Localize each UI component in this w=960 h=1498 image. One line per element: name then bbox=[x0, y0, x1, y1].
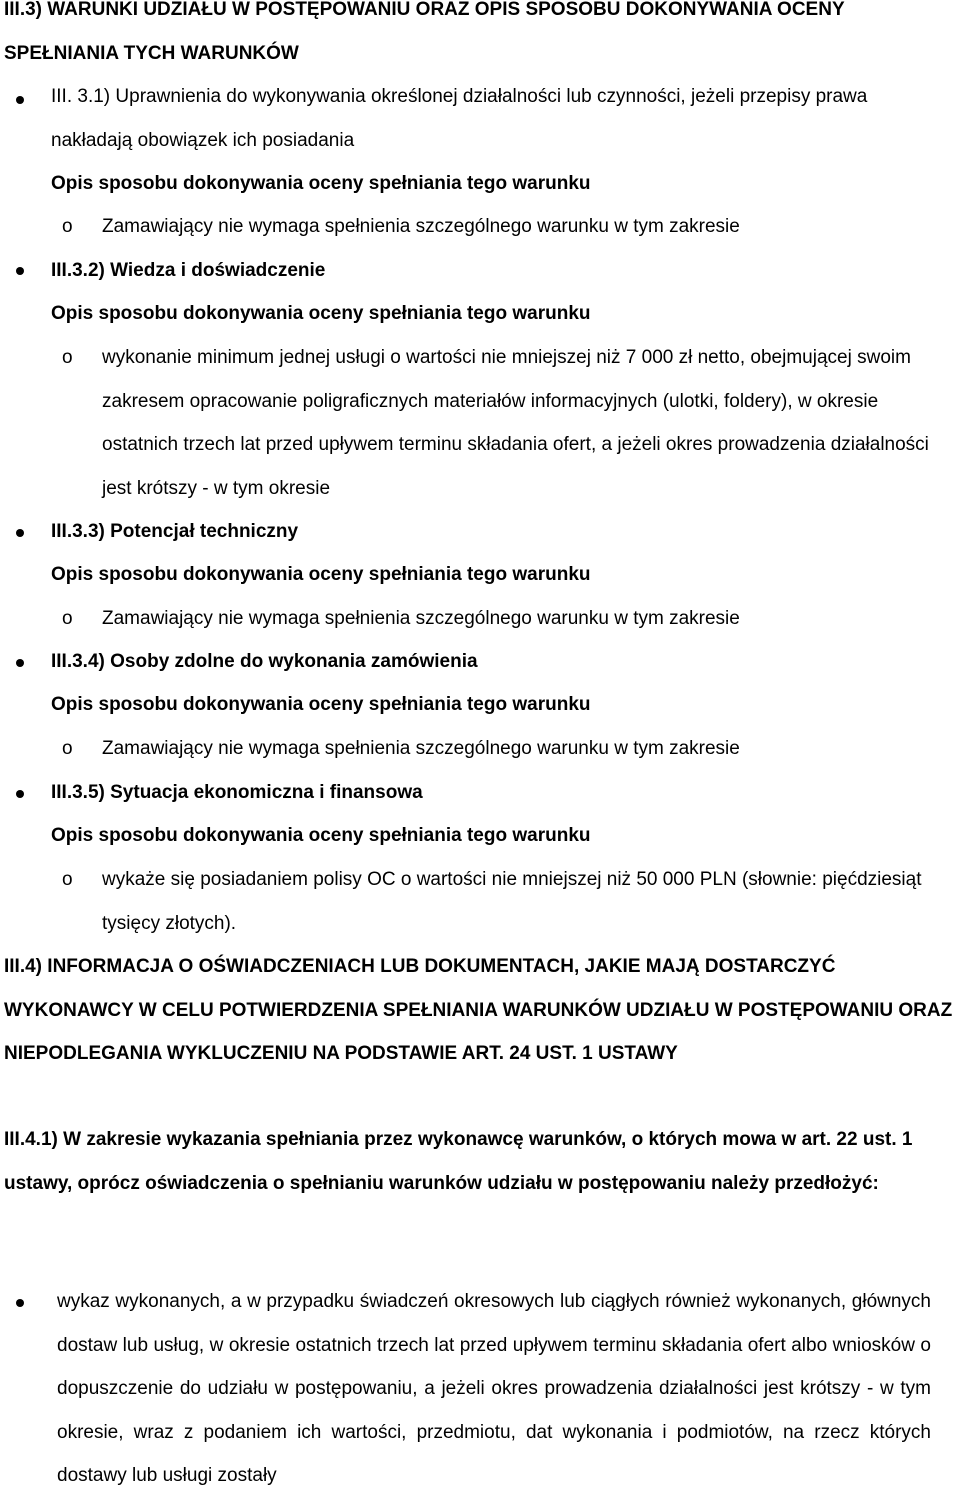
item-3-2-label: Opis sposobu dokonywania oceny spełniania tego warunku bbox=[51, 303, 591, 324]
item-3-2-title: III.3.2) Wiedza i doświadczenie bbox=[51, 260, 326, 281]
bullet-icon bbox=[16, 266, 26, 276]
item-3-5-marker: o bbox=[62, 869, 73, 890]
bullet-icon bbox=[16, 658, 26, 668]
section-3-heading: III.3) WARUNKI UDZIAŁU W POSTĘPOWANIU ORAZ OPIS SPOSOBU DOKONYWANIA OCENY SPEŁNIANIA TYCH WARUNKÓW bbox=[4, 0, 845, 64]
section-4-1-heading: III.4.1) W zakresie wykazania spełniania przez wykonawcę warunków, o których mowa w art. 22 ust. 1 ustawy, oprócz oświadczenia o spełnianiu warunków udziału w postępowaniu należy przedłożyć: bbox=[4, 1129, 913, 1194]
item-3-3-detail: Zamawiający nie wymaga spełnienia szczególnego warunku w tym zakresie bbox=[102, 608, 740, 629]
item-3-5-label: Opis sposobu dokonywania oceny spełniania tego warunku bbox=[51, 825, 591, 846]
requirement-text: wykaz wykonanych, a w przypadku świadczeń okresowych lub ciągłych również wykonanych, głównych dostaw lub usług, w okresie ostatnich trzech lat przed upływem terminu składania ofert albo wniosków o dopuszczenie do udziału w postępowaniu, a jeżeli okres prowadzenia działalności jest krótszy - w tym okresie, wraz z podaniem ich wartości, przedmiotu, dat wykonania i podmiotów, na rzecz których dostawy lub usługi zostały bbox=[57, 1291, 931, 1486]
item-3-3-marker: o bbox=[62, 608, 73, 629]
item-3-1-detail: Zamawiający nie wymaga spełnienia szczególnego warunku w tym zakresie bbox=[102, 216, 740, 237]
item-3-5-title: III.3.5) Sytuacja ekonomiczna i finansowa bbox=[51, 782, 423, 803]
section-4-heading: III.4) INFORMACJA O OŚWIADCZENIACH LUB DOKUMENTACH, JAKIE MAJĄ DOSTARCZYĆ WYKONAWCY W CELU POTWIERDZENIA SPEŁNIANIA WARUNKÓW UDZIAŁU W POSTĘPOWANIU ORAZ NIEPODLEGANIA WYKLUCZENIU NA PODSTAWIE ART. 24 UST. 1 USTAWY bbox=[4, 956, 953, 1064]
item-3-1-label: Opis sposobu dokonywania oceny spełniania tego warunku bbox=[51, 173, 591, 194]
item-3-2-detail: wykonanie minimum jednej usługi o wartości nie mniejszej niż 7 000 zł netto, obejmującej swoim zakresem opracowanie poligraficznych materiałów informacyjnych (ulotki, foldery), w okresie ostatnich trzech lat przed upływem terminu składania ofert, a jeżeli okres prowadzenia działalności jest krótszy - w tym okresie bbox=[102, 347, 929, 499]
item-3-4-marker: o bbox=[62, 738, 73, 759]
bullet-icon bbox=[16, 528, 26, 538]
bullet-icon bbox=[16, 789, 26, 799]
bullet-icon bbox=[16, 95, 26, 105]
item-3-2-marker: o bbox=[62, 347, 73, 368]
item-3-5-detail: wykaże się posiadaniem polisy OC o wartości nie mniejszej niż 50 000 PLN (słownie: pięćdziesiąt tysięcy złotych). bbox=[102, 869, 922, 934]
item-3-1-title: III. 3.1) Uprawnienia do wykonywania określonej działalności lub czynności, jeżeli przepisy prawa nakładają obowiązek ich posiadania bbox=[51, 86, 868, 151]
bullet-icon bbox=[16, 1298, 26, 1308]
item-3-3-title: III.3.3) Potencjał techniczny bbox=[51, 521, 299, 542]
item-3-4-detail: Zamawiający nie wymaga spełnienia szczególnego warunku w tym zakresie bbox=[102, 738, 740, 759]
item-3-3-label: Opis sposobu dokonywania oceny spełniania tego warunku bbox=[51, 564, 591, 585]
item-3-4-label: Opis sposobu dokonywania oceny spełniania tego warunku bbox=[51, 694, 591, 715]
item-3-4-title: III.3.4) Osoby zdolne do wykonania zamówienia bbox=[51, 651, 478, 672]
item-3-1-marker: o bbox=[62, 216, 73, 237]
